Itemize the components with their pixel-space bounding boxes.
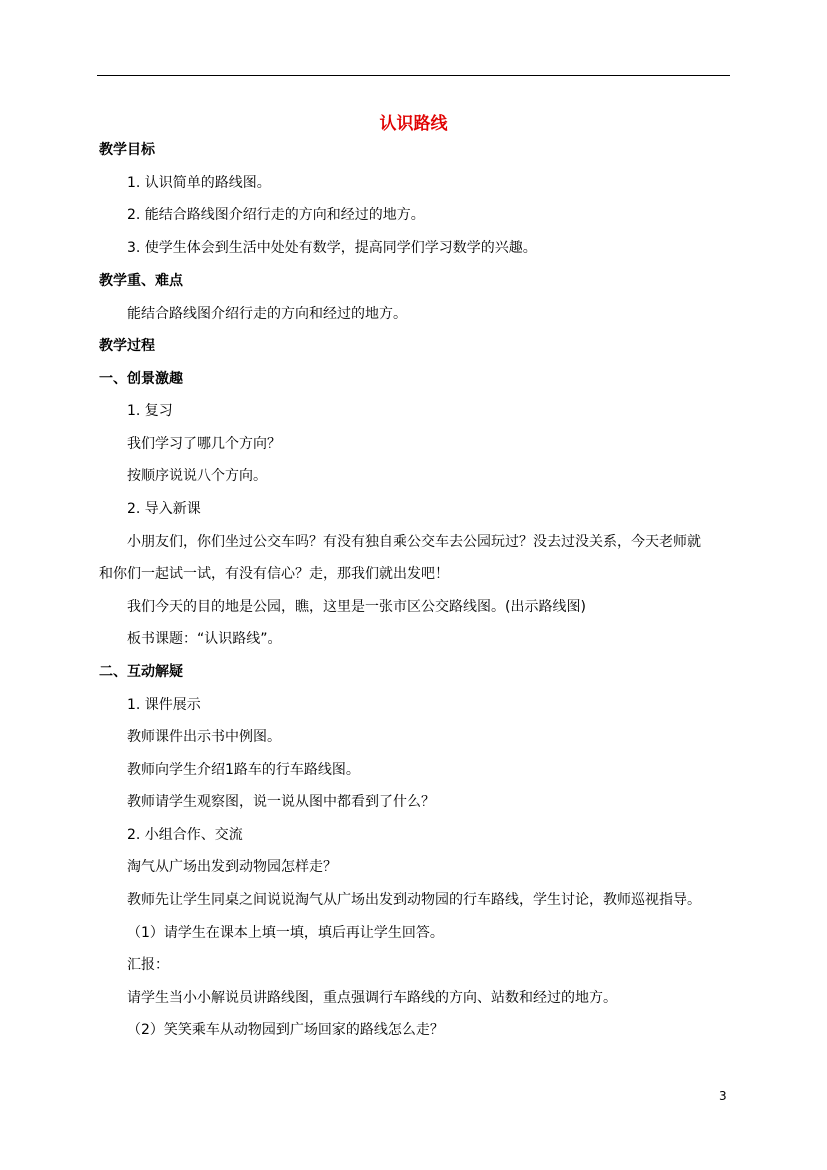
paragraph-line: 板书课题：“认识路线”。 (127, 631, 282, 647)
paragraph-line: 教师请学生观察图，说一说从图中都看到了什么？ (127, 794, 435, 810)
section-heading: 二、互动解疑 (99, 664, 183, 680)
paragraph-line: 按顺序说说八个方向。 (127, 468, 267, 484)
paragraph-line: 小朋友们，你们坐过公交车吗？有没有独自乘公交车去公园玩过？没去过没关系，今天老师就 (127, 534, 701, 550)
paragraph-line: 汇报： (127, 957, 169, 973)
paragraph-line: 淘气从广场出发到动物园怎样走？ (127, 859, 337, 875)
section-heading: 一、创景激趣 (99, 371, 183, 387)
paragraph-line: 教师先让学生同桌之间说说淘气从广场出发到动物园的行车路线，学生讨论，教师巡视指导。 (127, 892, 701, 908)
paragraph-line: 和你们一起试一试，有没有信心？走，那我们就出发吧！ (99, 566, 449, 582)
section-heading: 教学重、难点 (99, 273, 183, 289)
paragraph-line: （2）笑笑乘车从动物园到广场回家的路线怎么走？ (127, 1022, 444, 1038)
paragraph-line: 1. 认识简单的路线图。 (127, 175, 271, 191)
paragraph-line: 我们学习了哪几个方向？ (127, 436, 281, 452)
header-rule (97, 75, 730, 76)
section-heading: 教学过程 (99, 338, 155, 354)
document-title: 认识路线 (379, 114, 448, 134)
paragraph-line: 2. 导入新课 (127, 501, 201, 517)
paragraph-line: 2. 小组合作、交流 (127, 827, 243, 843)
paragraph-line: （1）请学生在课本上填一填，填后再让学生回答。 (127, 925, 444, 941)
section-heading: 教学目标 (99, 142, 155, 158)
paragraph-line: 教师课件出示书中例图。 (127, 729, 281, 745)
paragraph-line: 2. 能结合路线图介绍行走的方向和经过的地方。 (127, 207, 425, 223)
paragraph-line: 1. 课件展示 (127, 697, 201, 713)
paragraph-line: 3. 使学生体会到生活中处处有数学，提高同学们学习数学的兴趣。 (127, 240, 537, 256)
paragraph-line: 1. 复习 (127, 403, 173, 419)
page-number: 3 (719, 1089, 727, 1103)
paragraph-line: 我们今天的目的地是公园，瞧，这里是一张市区公交路线图。(出示路线图) (127, 599, 586, 615)
paragraph-line: 请学生当小小解说员讲路线图，重点强调行车路线的方向、站数和经过的地方。 (127, 990, 617, 1006)
paragraph-line: 能结合路线图介绍行走的方向和经过的地方。 (127, 306, 407, 322)
paragraph-line: 教师向学生介绍1路车的行车路线图。 (127, 762, 360, 778)
